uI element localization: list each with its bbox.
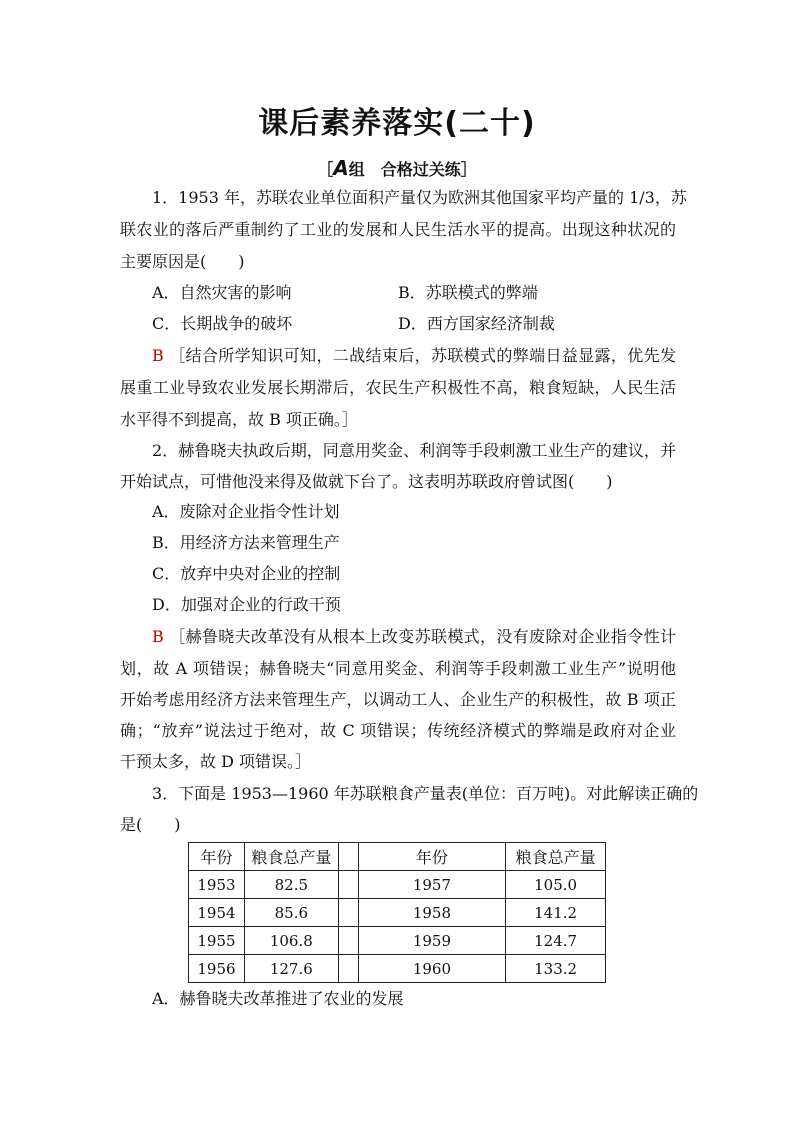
table-cell: 1958 xyxy=(358,899,506,927)
q3-stem-line: 3．下面是 1953—1960 年苏联粮食产量表(单位：百万吨)。对此解读正确的 xyxy=(152,784,699,803)
q1-option-a: A．自然灾害的影响 xyxy=(152,283,292,302)
grain-output-table xyxy=(188,842,606,983)
table-header-cell: 年份 xyxy=(358,843,506,871)
table-cell: 1955 xyxy=(189,927,245,955)
q1-explanation-text: ［结合所学知识可知，二战结束后，苏联模式的弊端日益显露，优先发 xyxy=(169,346,676,365)
q2-explanation-line: 开始考虑用经济方法来管理生产，以调动工人、企业生产的积极性，故 B 项正 xyxy=(120,690,676,709)
q2-stem-line: 开始试点，可惜他没来得及做就下台了。这表明苏联政府曾试图( ) xyxy=(120,472,613,491)
table-cell: 1957 xyxy=(358,871,506,899)
q2-explanation-line: 干预太多，故 D 项错误。］ xyxy=(120,752,312,771)
q2-explanation-line: 划，故 A 项错误；赫鲁晓夫“同意用奖金、利润等手段刺激工业生产”说明他 xyxy=(120,659,676,678)
group-bracket-close: ］ xyxy=(460,160,477,179)
q2-option-b: B．用经济方法来管理生产 xyxy=(152,533,340,552)
page-title: 课后素养落实(二十) xyxy=(258,106,536,141)
q1-explanation-line xyxy=(152,346,676,366)
table-header-cell: 粮食总产量 xyxy=(506,843,606,871)
q1-stem-line: 联农业的落后严重制约了工业的发展和人民生活水平的提高。出现这种状况的 xyxy=(120,220,676,239)
table-row xyxy=(189,871,606,899)
table-cell: 105.0 xyxy=(506,871,606,899)
table-header-cell: 粮食总产量 xyxy=(244,843,338,871)
table-cell: 1960 xyxy=(358,955,506,983)
q1-answer: B xyxy=(152,346,164,365)
q1-stem-line: 1．1953 年，苏联农业单位面积产量仅为欧洲其他国家平均产量的 1/3，苏 xyxy=(152,188,687,207)
q1-option-d: D．西方国家经济制裁 xyxy=(398,314,555,333)
table-header-cell: 年份 xyxy=(189,843,245,871)
table-row xyxy=(189,955,606,983)
table-cell: 82.5 xyxy=(244,871,338,899)
q2-explanation-line xyxy=(152,627,676,647)
q1-explanation-line: 展重工业导致农业发展长期滞后，农民生产积极性不高，粮食短缺，人民生活 xyxy=(120,378,676,397)
table-cell: 127.6 xyxy=(244,955,338,983)
q2-explanation-line: 确；“放弃”说法过于绝对，故 C 项错误；传统经济模式的弊端是政府对企业 xyxy=(120,721,676,740)
table-row xyxy=(189,927,606,955)
group-heading xyxy=(0,156,794,180)
table-cell: 1954 xyxy=(189,899,245,927)
q2-option-a: A．废除对企业指令性计划 xyxy=(152,502,340,521)
q1-explanation-line: 水平得不到提高，故 B 项正确。］ xyxy=(120,410,358,429)
q2-option-c: C．放弃中央对企业的控制 xyxy=(152,564,341,583)
table-cell: 1953 xyxy=(189,871,245,899)
table-cell: 133.2 xyxy=(506,955,606,983)
table-spacer-cell xyxy=(338,899,358,927)
q2-answer: B xyxy=(152,627,164,646)
table-spacer-cell xyxy=(338,843,358,871)
table-cell: 141.2 xyxy=(506,899,606,927)
table-row xyxy=(189,899,606,927)
q3-option-a: A．赫鲁晓夫改革推进了农业的发展 xyxy=(152,989,404,1008)
q1-stem-line: 主要原因是( ) xyxy=(120,252,245,271)
group-label: 组 合格过关练 xyxy=(348,160,461,179)
group-letter: A xyxy=(333,156,349,180)
q1-option-c: C．长期战争的破坏 xyxy=(152,314,293,333)
table-cell: 1956 xyxy=(189,955,245,983)
table-spacer-cell xyxy=(338,955,358,983)
q2-stem-line: 2．赫鲁晓夫执政后期，同意用奖金、利润等手段刺激工业生产的建议，并 xyxy=(152,441,676,460)
table-cell: 106.8 xyxy=(244,927,338,955)
table-spacer-cell xyxy=(338,927,358,955)
q2-explanation-text: ［赫鲁晓夫改革没有从根本上改变苏联模式，没有废除对企业指令性计 xyxy=(169,627,676,646)
table-cell: 124.7 xyxy=(506,927,606,955)
group-bracket-open: ［ xyxy=(317,160,334,179)
table-cell: 1959 xyxy=(358,927,506,955)
table-cell: 85.6 xyxy=(244,899,338,927)
q3-stem-line: 是( ) xyxy=(120,815,181,834)
table-header-row xyxy=(189,843,606,871)
table-spacer-cell xyxy=(338,871,358,899)
q2-option-d: D．加强对企业的行政干预 xyxy=(152,595,341,614)
q1-option-b: B．苏联模式的弊端 xyxy=(398,283,538,302)
